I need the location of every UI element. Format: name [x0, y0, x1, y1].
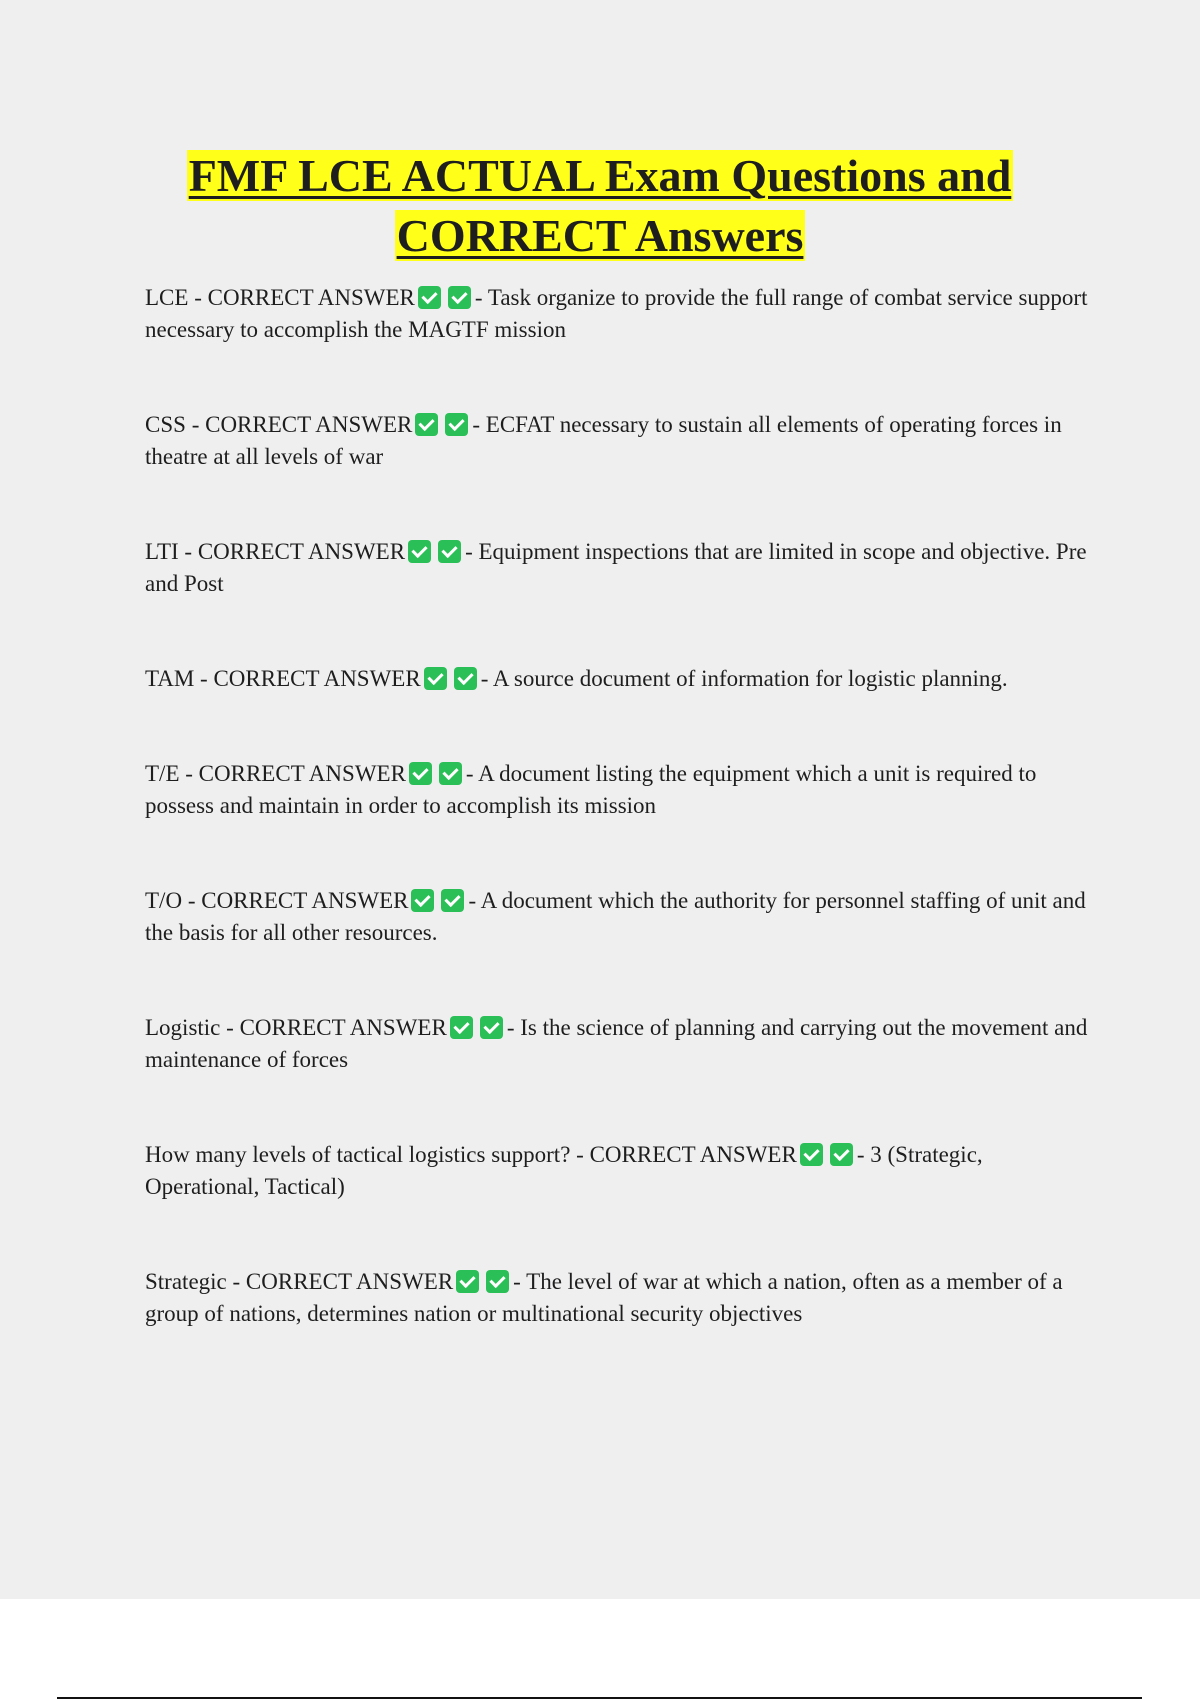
entry-term: Logistic	[145, 1015, 221, 1040]
entry-term: How many levels of tactical logistics support?	[145, 1142, 571, 1167]
entry-definition: 3 (Strategic, Operational, Tactical)	[145, 1142, 983, 1199]
entry-label: CORRECT ANSWER	[197, 539, 406, 564]
check-icon	[454, 667, 477, 690]
check-icon	[418, 286, 441, 309]
entry-definition: A document which the authority for personnel staffing of unit and the basis for all other resources.	[145, 888, 1086, 945]
check-icon	[441, 889, 464, 912]
qa-entry: How many levels of tactical logistics support? - CORRECT ANSWER - 3 (Strategic, Operational, Tactical)	[145, 1142, 983, 1199]
entry-label: CORRECT ANSWER	[213, 666, 421, 691]
entry-label: CORRECT ANSWER	[201, 888, 409, 913]
check-icon	[439, 762, 462, 785]
check-icon	[408, 540, 431, 563]
qa-entry: LTI - CORRECT ANSWER - Equipment inspections that are limited in scope and objective. Pre and Post	[145, 539, 1087, 596]
entry-label: CORRECT ANSWER	[207, 285, 415, 310]
entry-term: CSS	[145, 412, 186, 437]
qa-entry: TAM - CORRECT ANSWER - A source document of information for logistic planning.	[145, 666, 1008, 691]
entry-term: LCE	[145, 285, 189, 310]
check-icon	[450, 1016, 473, 1039]
check-icon	[486, 1270, 509, 1293]
check-icon	[424, 667, 447, 690]
entry-label: CORRECT ANSWER	[205, 412, 413, 437]
check-icon	[480, 1016, 503, 1039]
check-icon	[448, 286, 471, 309]
entry-definition: Equipment inspections that are limited in scope and objective. Pre and Post	[145, 539, 1087, 596]
entry-definition: Task organize to provide the full range of combat service support necessary to accomplish the MAGTF mission	[145, 285, 1088, 342]
qa-entry: LCE - CORRECT ANSWER - Task organize to provide the full range of combat service support necessary to accomplish the MAGTF mission	[145, 285, 1088, 342]
title-line-2: CORRECT Answers	[396, 210, 804, 261]
entry-term: LTI	[145, 539, 179, 564]
entry-definition: Is the science of planning and carrying out the movement and maintenance of forces	[145, 1015, 1088, 1072]
check-icon	[415, 413, 438, 436]
qa-list	[145, 282, 1090, 1393]
entry-term: Strategic	[145, 1269, 227, 1294]
qa-entry: Strategic - CORRECT ANSWER - The level of war at which a nation, often as a member of a group of nations, determines nation or multinational security objectives	[145, 1269, 1063, 1326]
check-icon	[438, 540, 461, 563]
check-icon	[456, 1270, 479, 1293]
entry-label: CORRECT ANSWER	[198, 761, 406, 786]
check-icon	[800, 1143, 823, 1166]
check-icon	[445, 413, 468, 436]
entry-term: T/E	[145, 761, 180, 786]
entry-definition: The level of war at which a nation, often as a member of a group of nations, determines nation or multinational security objectives	[145, 1269, 1063, 1326]
check-icon	[411, 889, 434, 912]
entry-label: CORRECT ANSWER	[245, 1269, 454, 1294]
check-icon	[409, 762, 432, 785]
entry-definition: A document listing the equipment which a unit is required to possess and maintain in order to accomplish its mission	[145, 761, 1037, 818]
entry-label: CORRECT ANSWER	[589, 1142, 797, 1167]
qa-entry: Logistic - CORRECT ANSWER - Is the science of planning and carrying out the movement and maintenance of forces	[145, 1015, 1088, 1072]
entry-definition: A source document of information for logistic planning.	[492, 666, 1008, 691]
entry-term: T/O	[145, 888, 183, 913]
title-line-1: FMF LCE ACTUAL Exam Questions and	[188, 150, 1012, 201]
check-icon	[830, 1143, 853, 1166]
entry-definition: ECFAT necessary to sustain all elements of operating forces in theatre at all levels of war	[145, 412, 1062, 469]
qa-entry: T/E - CORRECT ANSWER - A document listing the equipment which a unit is required to possess and maintain in order to accomplish its mission	[145, 761, 1037, 818]
entry-term: TAM	[145, 666, 195, 691]
document-title	[0, 146, 1200, 266]
entry-label: CORRECT ANSWER	[239, 1015, 447, 1040]
footer-divider	[57, 1697, 1142, 1699]
qa-entry: T/O - CORRECT ANSWER - A document which the authority for personnel staffing of unit and the basis for all other resources.	[145, 888, 1086, 945]
qa-entry: CSS - CORRECT ANSWER - ECFAT necessary to sustain all elements of operating forces in theatre at all levels of war	[145, 412, 1062, 469]
